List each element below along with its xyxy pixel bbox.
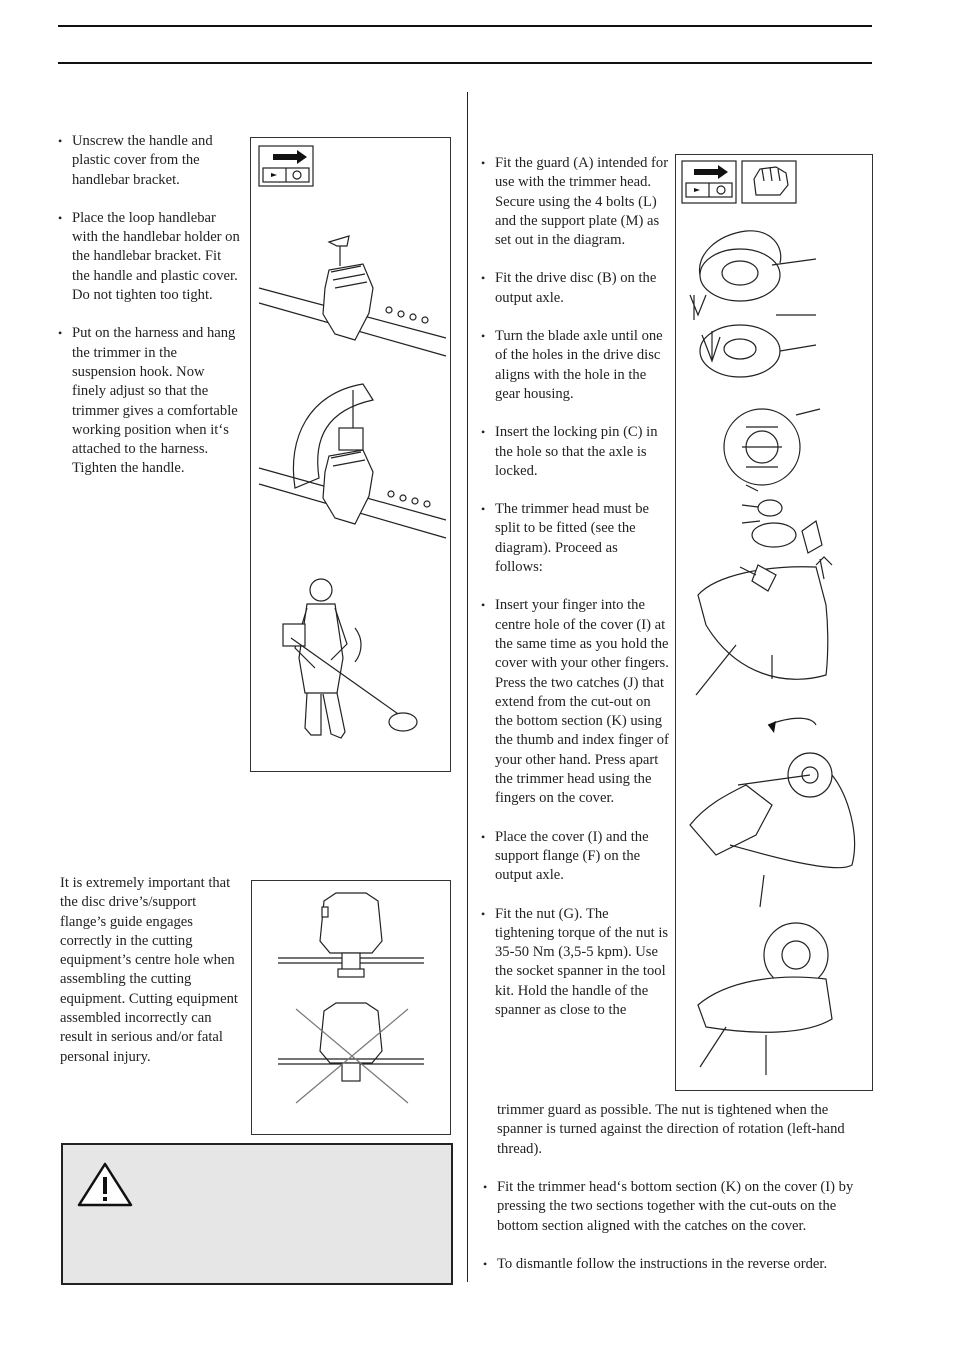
disc-assembly-figure <box>251 880 451 1135</box>
list-item: • Put on the harness and hang the trimmer in the suspension hook. Now finely adjust so that the trimmer gives a comfortable working position when it‘s attached to the harness. Tighten the handle. <box>58 324 240 478</box>
list-item: • Fit the drive disc (B) on the output axle. <box>481 269 669 308</box>
warning-box <box>61 1143 453 1285</box>
loop-handle-drawing <box>259 384 446 538</box>
list-item: • Fit the nut (G). The tightening torque of the nut is 35-50 Nm (3,5-5 kpm). Use the socket spanner in the tool kit. Hold the handle of the spanner as close to the <box>481 905 669 1021</box>
list-item: • To dismantle follow the instructions in the reverse order. <box>483 1255 875 1274</box>
tool-symbol-icon <box>682 161 736 203</box>
list-item: • The trimmer head must be split to be fitted (see the diagram). Proceed as follows: <box>481 500 669 577</box>
final-instructions <box>483 1178 875 1293</box>
list-item: • Place the cover (I) and the support flange (F) on the output axle. <box>481 828 669 886</box>
incorrect-assembly-drawing <box>278 1003 424 1103</box>
list-item: • Insert your finger into the centre hole of the cover (I) at the same time as you hold the cover with your other fingers. Press the two catches (J) that extend from the cut-out on the bottom section (K) using the thumb and index finger of your other hand. Press apart the trimmer head using the fingers on the cover. <box>481 596 669 808</box>
handlebar-figure <box>250 137 451 772</box>
handlebar-instructions <box>58 132 240 498</box>
trimmer-head-figure <box>675 154 873 1091</box>
split-trimmer-head-drawing <box>690 231 816 377</box>
glove-icon <box>742 161 796 203</box>
warning-triangle-icon <box>75 1161 135 1209</box>
header-rule-bottom <box>58 62 872 64</box>
nut-instruction-continued: trimmer guard as possible. The nut is tightened when the spanner is turned against the direction of rotation (left-hand thread). <box>497 1102 845 1157</box>
list-item: • Insert the locking pin (C) in the hole so that the axle is locked. <box>481 423 669 481</box>
trimmer-head-instructions <box>481 154 669 1020</box>
correct-assembly-drawing <box>278 893 424 977</box>
list-item: • Turn the blade axle until one of the holes in the drive disc aligns with the hole in the gear housing. <box>481 327 669 404</box>
list-item: • Place the loop handlebar with the handlebar holder on the handlebar bracket. Fit the handle and plastic cover. Do not tighten too tight. <box>58 209 240 305</box>
handle-bracket-drawing <box>259 236 446 356</box>
assembled-trimmer-head-drawing <box>698 923 832 1075</box>
list-item: • Fit the guard (A) intended for use with the trimmer head. Secure using the 4 bolts (L) and the support plate (M) as set out in the diagram. <box>481 154 669 250</box>
header-rule-top <box>58 25 872 27</box>
exploded-assembly-drawing <box>696 409 832 695</box>
tool-symbol-icon <box>259 146 313 186</box>
column-divider <box>467 92 468 1282</box>
spanner-tightening-drawing <box>690 718 855 907</box>
list-item: • Unscrew the handle and plastic cover from the handlebar bracket. <box>58 132 240 190</box>
list-item: • Fit the trimmer head‘s bottom section (K) on the cover (I) by pressing the two sections together with the cut-outs on the bottom section aligned with the catches on the cover. <box>483 1178 875 1236</box>
important-paragraph: It is extremely important that the disc drive’s/support flange’s guide engages correctly in the cutting equipment’s centre hole when assembling the cutting equipment. Cutting equipment assembled incorrectly can result in serious and/or fatal personal injury. <box>60 875 238 1065</box>
operator-with-trimmer-drawing <box>283 579 417 738</box>
